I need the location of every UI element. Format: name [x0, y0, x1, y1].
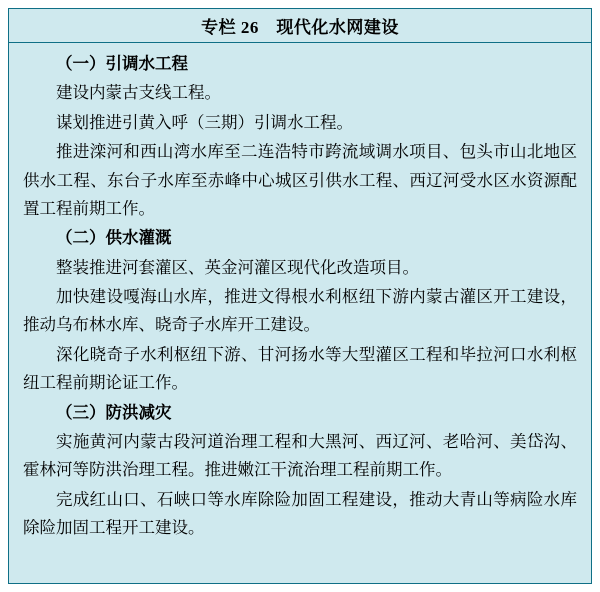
- section-2-paragraph-1: 整装推进河套灌区、英金河灌区现代化改造项目。: [56, 257, 419, 277]
- highlight-box: [8, 8, 592, 584]
- page-title: 专栏 26 现代化水网建设: [201, 18, 399, 37]
- section-heading-2: （二）供水灌溉: [56, 228, 172, 248]
- section-3-paragraph-1: 实施黄河内蒙古段河道治理工程和大黑河、西辽河、老哈河、美岱沟、霍林河等防洪治理工程。推进嫩江干流治理工程前期工作。: [23, 431, 577, 480]
- section-1-paragraph-3: 推进滦河和西山湾水库至二连浩特市跨流域调水项目、包头市山北地区供水工程、东台子水库至赤峰中心城区引供水工程、西辽河受水区水资源配置工程前期工作。: [23, 142, 577, 218]
- section-3-paragraph-2: 完成红山口、石峡口等水库除险加固工程建设，推动大青山等病险水库除险加固工程开工建设。: [23, 489, 577, 537]
- section-1-paragraph-2: 谋划推进引黄入呼（三期）引调水工程。: [56, 112, 353, 132]
- section-heading-1: （一）引调水工程: [56, 54, 188, 73]
- section-2-paragraph-3: 深化晓奇子水利枢纽下游、甘河扬水等大型灌区工程和毕拉河口水利枢纽工程前期论证工作。: [23, 344, 577, 393]
- section-heading-3: （三）防洪减灾: [56, 402, 172, 422]
- box-title-bar: [9, 9, 591, 43]
- box-content: [9, 43, 591, 542]
- section-1-paragraph-1: 建设内蒙古支线工程。: [56, 83, 221, 103]
- section-2-paragraph-2: 加快建设嘎海山水库，推进文得根水利枢纽下游内蒙古灌区开工建设，推动乌布林水库、晓奇子水库开工建设。: [23, 287, 577, 335]
